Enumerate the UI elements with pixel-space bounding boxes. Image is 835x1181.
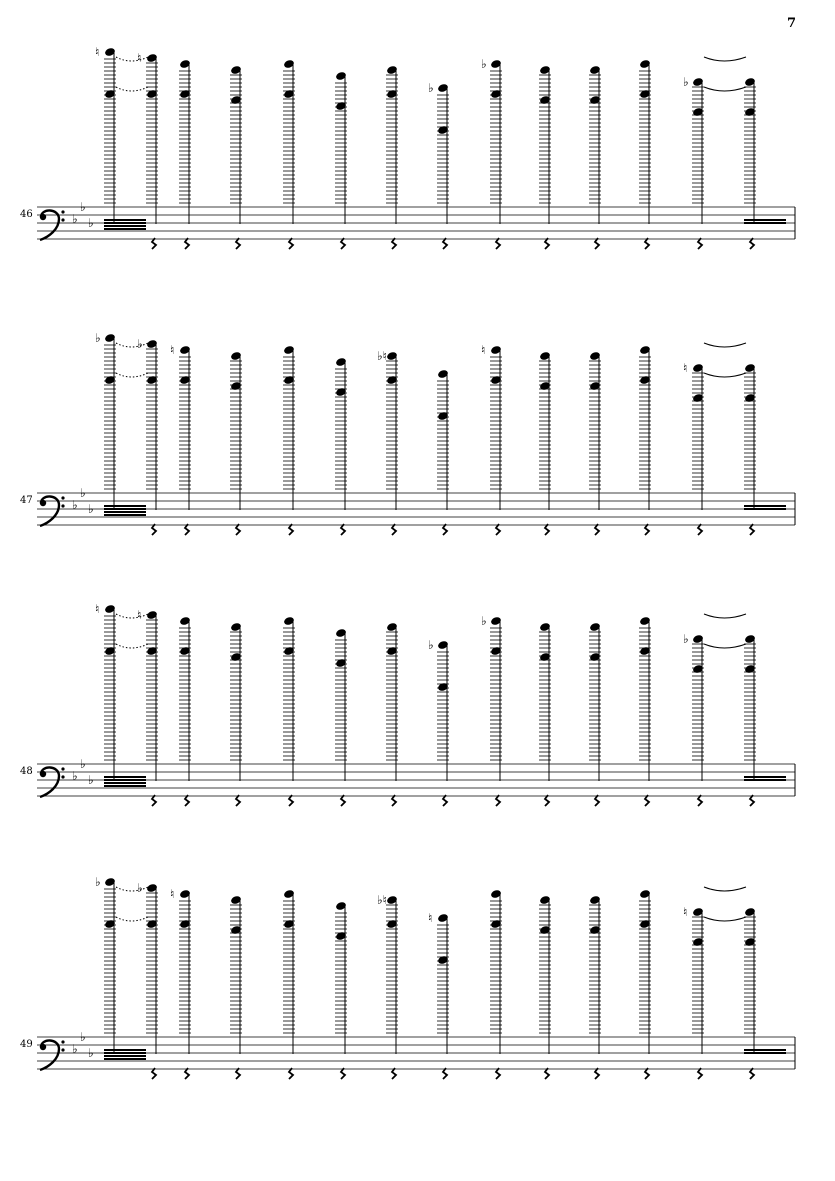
flat-icon: ♭ bbox=[95, 875, 101, 889]
beam bbox=[744, 222, 786, 224]
tie bbox=[704, 644, 746, 648]
rest-icon bbox=[698, 238, 702, 249]
natural-icon: ♮ bbox=[95, 45, 100, 59]
flat-icon: ♭ bbox=[72, 1042, 78, 1056]
beam bbox=[104, 508, 146, 510]
system bbox=[20, 875, 795, 1079]
rest-icon bbox=[185, 1068, 189, 1079]
tie bbox=[704, 917, 746, 921]
rest-icon bbox=[443, 238, 447, 249]
natural-icon: ♮ bbox=[481, 343, 486, 357]
natural-icon: ♮ bbox=[170, 343, 175, 357]
page-number: 7 bbox=[786, 16, 796, 31]
rest-icon bbox=[341, 795, 345, 806]
rest-icon bbox=[341, 1068, 345, 1079]
system bbox=[20, 602, 795, 806]
flat-icon: ♭ bbox=[72, 498, 78, 512]
rest-icon bbox=[750, 795, 754, 806]
natural-icon: ♮ bbox=[170, 887, 175, 901]
rest-icon bbox=[341, 238, 345, 249]
rest-icon bbox=[443, 795, 447, 806]
rest-icon bbox=[645, 795, 649, 806]
rest-icon bbox=[750, 524, 754, 535]
tie bbox=[116, 614, 148, 618]
tie bbox=[704, 343, 746, 347]
tie bbox=[116, 87, 148, 91]
measure-number: 49 bbox=[20, 1039, 33, 1050]
flat-icon: ♭ bbox=[481, 57, 487, 71]
beam bbox=[104, 1052, 146, 1054]
tie bbox=[704, 614, 746, 618]
beam bbox=[104, 1058, 146, 1060]
system bbox=[20, 45, 795, 249]
beam bbox=[104, 776, 146, 778]
rest-icon bbox=[289, 1068, 293, 1079]
flat-icon: ♭ bbox=[88, 773, 94, 787]
rest-icon bbox=[185, 795, 189, 806]
rest-icon bbox=[750, 1068, 754, 1079]
flat-icon: ♭ bbox=[80, 1030, 86, 1044]
rest-icon bbox=[545, 795, 549, 806]
rest-icon bbox=[341, 524, 345, 535]
natural-icon: ♮ bbox=[428, 911, 433, 925]
natural-icon: ♮ bbox=[683, 905, 688, 919]
rest-icon bbox=[645, 1068, 649, 1079]
beam bbox=[104, 782, 146, 784]
rest-icon bbox=[645, 238, 649, 249]
measure-number: 46 bbox=[20, 209, 33, 220]
rest-icon bbox=[392, 1068, 396, 1079]
rest-icon bbox=[645, 524, 649, 535]
rest-icon bbox=[236, 238, 240, 249]
flat-icon: ♭ bbox=[683, 632, 689, 646]
tie bbox=[704, 57, 746, 61]
beam bbox=[104, 1049, 146, 1051]
flat-icon: ♭ bbox=[683, 75, 689, 89]
flat-icon: ♭ bbox=[80, 200, 86, 214]
rest-icon bbox=[698, 795, 702, 806]
rest-icon bbox=[152, 1068, 156, 1079]
flat-icon: ♭ bbox=[95, 331, 101, 345]
flat-icon: ♭ bbox=[481, 614, 487, 628]
beam bbox=[104, 514, 146, 516]
beam bbox=[104, 785, 146, 787]
beam bbox=[104, 505, 146, 507]
rest-icon bbox=[545, 1068, 549, 1079]
rest-icon bbox=[545, 238, 549, 249]
rest-icon bbox=[750, 238, 754, 249]
rest-icon bbox=[185, 238, 189, 249]
flat-icon: ♭ bbox=[428, 638, 434, 652]
rest-icon bbox=[236, 1068, 240, 1079]
flat-icon: ♭ bbox=[88, 216, 94, 230]
flat-icon: ♭ bbox=[80, 486, 86, 500]
rest-icon bbox=[545, 524, 549, 535]
tie bbox=[116, 644, 148, 648]
natural-icon: ♮ bbox=[683, 361, 688, 375]
beam bbox=[744, 779, 786, 781]
rest-icon bbox=[236, 524, 240, 535]
beam bbox=[744, 505, 786, 507]
beam bbox=[744, 1052, 786, 1054]
tie bbox=[704, 87, 746, 91]
rest-icon bbox=[496, 1068, 500, 1079]
beam bbox=[744, 219, 786, 221]
rest-icon bbox=[595, 238, 599, 249]
rest-icon bbox=[392, 238, 396, 249]
rest-icon bbox=[236, 795, 240, 806]
flat-icon: ♭ bbox=[137, 881, 143, 895]
rest-icon bbox=[152, 795, 156, 806]
flat-icon: ♭ bbox=[72, 212, 78, 226]
measure-number: 47 bbox=[20, 495, 33, 506]
natural-icon: ♭♮ bbox=[377, 893, 387, 907]
flat-icon: ♭ bbox=[80, 757, 86, 771]
tie bbox=[116, 373, 148, 377]
rest-icon bbox=[698, 524, 702, 535]
rest-icon bbox=[152, 524, 156, 535]
beam bbox=[104, 1055, 146, 1057]
beam bbox=[104, 225, 146, 227]
beam bbox=[104, 222, 146, 224]
tie bbox=[704, 887, 746, 891]
beam bbox=[744, 776, 786, 778]
flat-icon: ♭ bbox=[72, 769, 78, 783]
tie bbox=[116, 887, 148, 891]
rest-icon bbox=[152, 238, 156, 249]
flat-icon: ♭ bbox=[88, 1046, 94, 1060]
rest-icon bbox=[595, 1068, 599, 1079]
tie bbox=[116, 57, 148, 61]
tie bbox=[116, 917, 148, 921]
beam bbox=[104, 511, 146, 513]
rest-icon bbox=[392, 795, 396, 806]
tie bbox=[116, 343, 148, 347]
rest-icon bbox=[595, 524, 599, 535]
rest-icon bbox=[289, 238, 293, 249]
rest-icon bbox=[496, 238, 500, 249]
natural-icon: ♮ bbox=[137, 608, 142, 622]
natural-icon: ♭♮ bbox=[377, 349, 387, 363]
rest-icon bbox=[443, 1068, 447, 1079]
system bbox=[20, 331, 795, 535]
tie bbox=[704, 373, 746, 377]
beam bbox=[104, 228, 146, 230]
measure-number: 48 bbox=[20, 766, 33, 777]
rest-icon bbox=[496, 524, 500, 535]
natural-icon: ♮ bbox=[95, 602, 100, 616]
beam bbox=[744, 508, 786, 510]
rest-icon bbox=[698, 1068, 702, 1079]
rest-icon bbox=[443, 524, 447, 535]
natural-icon: ♮ bbox=[137, 51, 142, 65]
rest-icon bbox=[496, 795, 500, 806]
rest-icon bbox=[289, 524, 293, 535]
rest-icon bbox=[289, 795, 293, 806]
flat-icon: ♭ bbox=[428, 81, 434, 95]
flat-icon: ♭ bbox=[88, 502, 94, 516]
rest-icon bbox=[185, 524, 189, 535]
beam bbox=[744, 1049, 786, 1051]
beam bbox=[104, 779, 146, 781]
flat-icon: ♭ bbox=[137, 337, 143, 351]
rest-icon bbox=[595, 795, 599, 806]
beam bbox=[104, 219, 146, 221]
rest-icon bbox=[392, 524, 396, 535]
